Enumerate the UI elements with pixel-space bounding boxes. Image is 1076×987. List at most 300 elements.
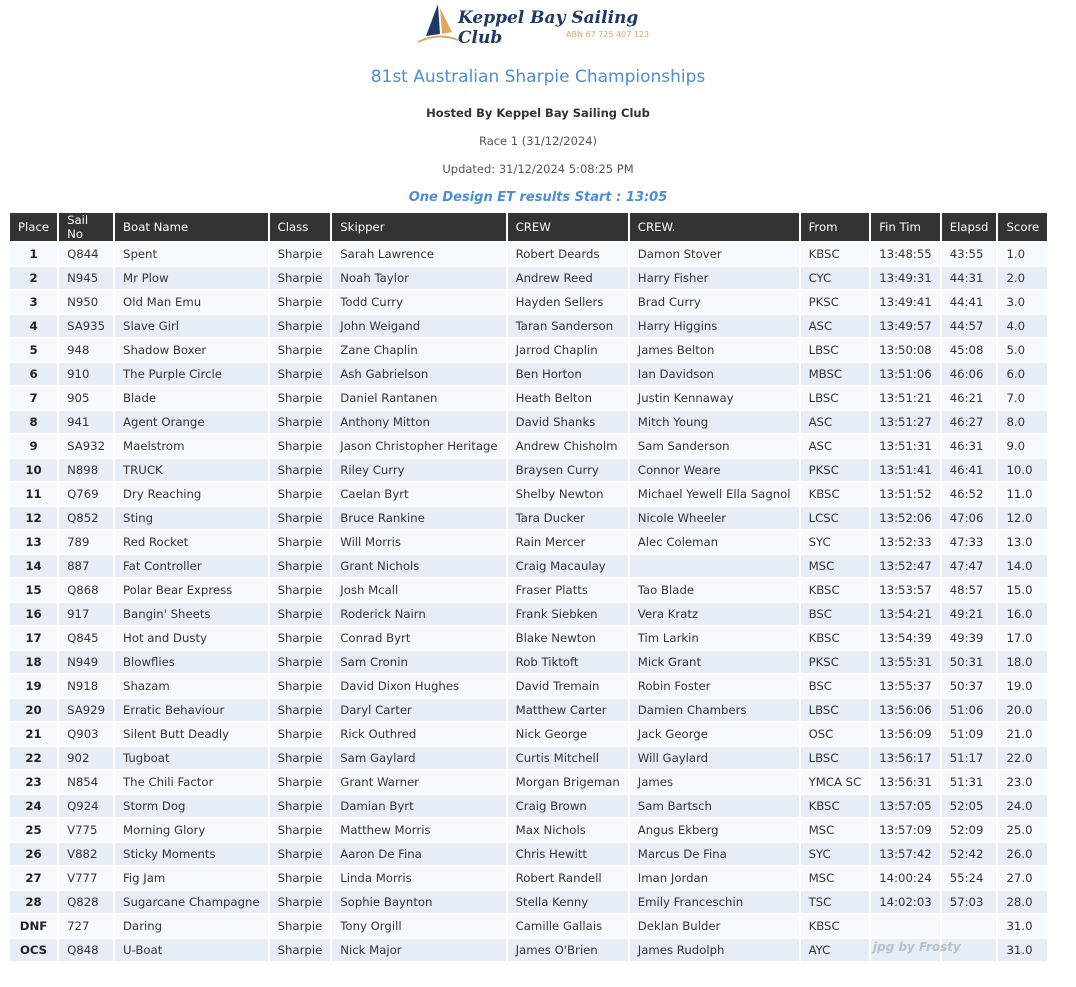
cell-fin-tim: 13:56:31 [871,771,940,793]
cell-score: 1.0 [998,243,1047,265]
cell-crew: Rain Mercer [508,531,628,553]
cell-from: OSC [801,723,870,745]
cell-from: KBSC [801,243,870,265]
column-header[interactable]: Boat Name [115,213,268,241]
cell-score: 19.0 [998,675,1047,697]
cell-class: Sharpie [270,363,331,385]
cell-skipper: Jason Christopher Heritage [332,435,505,457]
cell-from: TSC [801,891,870,913]
cell-score: 2.0 [998,267,1047,289]
cell-crew: Stella Kenny [508,891,628,913]
cell-place: 25 [10,819,57,841]
cell-sail-no: V777 [59,867,113,889]
cell-boat-name: Daring [115,915,268,937]
column-header[interactable]: Place [10,213,57,241]
cell-crew: Shelby Newton [508,483,628,505]
cell-sail-no: V882 [59,843,113,865]
cell-elapsd: 47:33 [942,531,997,553]
cell-crew: Robin Foster [630,675,799,697]
cell-crew: Marcus De Fina [630,843,799,865]
cell-crew: Hayden Sellers [508,291,628,313]
cell-class: Sharpie [270,579,331,601]
cell-skipper: John Weigand [332,315,505,337]
cell-from: ASC [801,411,870,433]
cell-boat-name: The Purple Circle [115,363,268,385]
cell-boat-name: Mr Plow [115,267,268,289]
table-row [10,555,1047,577]
cell-skipper: Daniel Rantanen [332,387,505,409]
cell-fin-tim: 13:52:06 [871,507,940,529]
cell-elapsd: 49:39 [942,627,997,649]
cell-score: 10.0 [998,459,1047,481]
cell-crew [630,555,799,577]
cell-boat-name: Erratic Behaviour [115,699,268,721]
column-header[interactable]: CREW [508,213,628,241]
cell-crew: Angus Ekberg [630,819,799,841]
cell-elapsd: 55:24 [942,867,997,889]
column-header[interactable]: Elapsd [942,213,997,241]
cell-place: 21 [10,723,57,745]
cell-place: 4 [10,315,57,337]
cell-sail-no: 887 [59,555,113,577]
cell-boat-name: Silent Butt Deadly [115,723,268,745]
cell-fin-tim: 13:55:31 [871,651,940,673]
table-row [10,723,1047,745]
cell-sail-no: V775 [59,819,113,841]
table-row [10,819,1047,841]
cell-fin-tim [871,915,940,937]
cell-place: 26 [10,843,57,865]
cell-score: 28.0 [998,891,1047,913]
cell-place: 13 [10,531,57,553]
cell-boat-name: Agent Orange [115,411,268,433]
cell-crew: Alec Coleman [630,531,799,553]
table-row [10,291,1047,313]
cell-crew: Brad Curry [630,291,799,313]
cell-boat-name: TRUCK [115,459,268,481]
cell-place: 6 [10,363,57,385]
cell-place: 3 [10,291,57,313]
cell-score: 9.0 [998,435,1047,457]
cell-from: KBSC [801,915,870,937]
hosted-by: Hosted By Keppel Bay Sailing Club [426,106,650,120]
cell-boat-name: Bangin' Sheets [115,603,268,625]
cell-crew: David Shanks [508,411,628,433]
cell-elapsd: 50:31 [942,651,997,673]
cell-sail-no: N949 [59,651,113,673]
cell-crew: Tao Blade [630,579,799,601]
cell-skipper: Nick Major [332,939,505,961]
cell-score: 11.0 [998,483,1047,505]
cell-place: OCS [10,939,57,961]
table-row [10,411,1047,433]
cell-boat-name: Maelstrom [115,435,268,457]
cell-crew: David Tremain [508,675,628,697]
cell-elapsd: 46:27 [942,411,997,433]
cell-elapsd: 44:41 [942,291,997,313]
cell-elapsd: 47:47 [942,555,997,577]
cell-class: Sharpie [270,603,331,625]
cell-crew: James Rudolph [630,939,799,961]
table-row [10,267,1047,289]
cell-from: KBSC [801,627,870,649]
cell-sail-no: Q844 [59,243,113,265]
cell-boat-name: Red Rocket [115,531,268,553]
cell-sail-no: Q848 [59,939,113,961]
cell-crew: Tara Ducker [508,507,628,529]
cell-elapsd: 51:09 [942,723,997,745]
cell-skipper: Ash Gabrielson [332,363,505,385]
cell-from: PKSC [801,651,870,673]
cell-class: Sharpie [270,315,331,337]
cell-skipper: Matthew Morris [332,819,505,841]
cell-from: KBSC [801,483,870,505]
cell-elapsd: 44:31 [942,267,997,289]
table-row [10,483,1047,505]
cell-sail-no: 905 [59,387,113,409]
cell-skipper: Roderick Nairn [332,603,505,625]
cell-elapsd: 52:42 [942,843,997,865]
cell-score: 20.0 [998,699,1047,721]
cell-class: Sharpie [270,915,331,937]
cell-skipper: Bruce Rankine [332,507,505,529]
cell-elapsd: 46:52 [942,483,997,505]
cell-crew: Harry Higgins [630,315,799,337]
cell-skipper: Will Morris [332,531,505,553]
cell-sail-no: 948 [59,339,113,361]
cell-crew: Blake Newton [508,627,628,649]
table-row [10,435,1047,457]
cell-place: 24 [10,795,57,817]
cell-skipper: Zane Chaplin [332,339,505,361]
cell-score: 12.0 [998,507,1047,529]
cell-skipper: Aaron De Fina [332,843,505,865]
cell-crew: Sam Bartsch [630,795,799,817]
club-logo [418,2,658,46]
cell-place: 10 [10,459,57,481]
cell-from: BSC [801,675,870,697]
cell-from: CYC [801,267,870,289]
cell-place: 22 [10,747,57,769]
cell-class: Sharpie [270,699,331,721]
cell-skipper: Conrad Byrt [332,627,505,649]
table-row [10,579,1047,601]
cell-crew: Frank Siebken [508,603,628,625]
cell-fin-tim: 13:51:06 [871,363,940,385]
cell-boat-name: Tugboat [115,747,268,769]
cell-score: 31.0 [998,915,1047,937]
cell-boat-name: Old Man Emu [115,291,268,313]
cell-sail-no: N950 [59,291,113,313]
cell-crew: Mick Grant [630,651,799,673]
cell-from: PKSC [801,459,870,481]
cell-boat-name: Sticky Moments [115,843,268,865]
cell-crew: Morgan Brigeman [508,771,628,793]
cell-crew: Jack George [630,723,799,745]
cell-crew: Emily Franceschin [630,891,799,913]
cell-crew: James O'Brien [508,939,628,961]
table-row [10,843,1047,865]
cell-crew: Fraser Platts [508,579,628,601]
table-row [10,627,1047,649]
cell-class: Sharpie [270,723,331,745]
cell-skipper: Grant Warner [332,771,505,793]
cell-elapsd: 47:06 [942,507,997,529]
cell-score: 3.0 [998,291,1047,313]
cell-crew: James [630,771,799,793]
cell-fin-tim: 13:53:57 [871,579,940,601]
cell-from: KBSC [801,579,870,601]
cell-sail-no: Q852 [59,507,113,529]
cell-class: Sharpie [270,291,331,313]
cell-boat-name: Blade [115,387,268,409]
cell-sail-no: 910 [59,363,113,385]
cell-place: 11 [10,483,57,505]
column-header[interactable]: Sail No [59,213,113,241]
cell-crew: Justin Kennaway [630,387,799,409]
cell-boat-name: Sugarcane Champagne [115,891,268,913]
cell-skipper: David Dixon Hughes [332,675,505,697]
cell-class: Sharpie [270,507,331,529]
cell-sail-no: Q903 [59,723,113,745]
abn: ABN 67 725 407 123 [566,30,650,39]
cell-skipper: Sam Gaylard [332,747,505,769]
cell-crew: Iman Jordan [630,867,799,889]
cell-crew: Will Gaylard [630,747,799,769]
table-row [10,747,1047,769]
cell-place: 15 [10,579,57,601]
cell-boat-name: Shadow Boxer [115,339,268,361]
cell-fin-tim: 13:56:06 [871,699,940,721]
cell-fin-tim: 13:52:47 [871,555,940,577]
cell-class: Sharpie [270,795,331,817]
cell-crew: Max Nichols [508,819,628,841]
cell-elapsd: 52:05 [942,795,997,817]
cell-score: 25.0 [998,819,1047,841]
table-row [10,867,1047,889]
cell-score: 27.0 [998,867,1047,889]
cell-class: Sharpie [270,267,331,289]
cell-sail-no: SA929 [59,699,113,721]
cell-score: 14.0 [998,555,1047,577]
cell-from: LBSC [801,747,870,769]
cell-place: 18 [10,651,57,673]
cell-class: Sharpie [270,483,331,505]
cell-crew: Harry Fisher [630,267,799,289]
cell-sail-no: N918 [59,675,113,697]
cell-fin-tim: 13:49:57 [871,315,940,337]
cell-score: 31.0 [998,939,1047,961]
cell-fin-tim: 13:54:21 [871,603,940,625]
cell-elapsd: 51:06 [942,699,997,721]
column-header[interactable]: Score [998,213,1047,241]
cell-crew: Taran Sanderson [508,315,628,337]
table-row [10,699,1047,721]
cell-boat-name: The Chili Factor [115,771,268,793]
cell-elapsd: 45:08 [942,339,997,361]
cell-from: SYC [801,843,870,865]
cell-from: MSC [801,819,870,841]
cell-skipper: Noah Taylor [332,267,505,289]
cell-score: 16.0 [998,603,1047,625]
cell-class: Sharpie [270,387,331,409]
cell-crew: Mitch Young [630,411,799,433]
table-row [10,387,1047,409]
cell-from: KBSC [801,795,870,817]
cell-score: 8.0 [998,411,1047,433]
cell-place: 2 [10,267,57,289]
cell-class: Sharpie [270,747,331,769]
cell-from: ASC [801,435,870,457]
cell-from: AYC [801,939,870,961]
cell-score: 24.0 [998,795,1047,817]
cell-elapsd: 46:41 [942,459,997,481]
cell-elapsd: 43:55 [942,243,997,265]
cell-skipper: Grant Nichols [332,555,505,577]
cell-boat-name: U-Boat [115,939,268,961]
cell-score: 21.0 [998,723,1047,745]
column-header[interactable]: CREW. [630,213,799,241]
cell-skipper: Sam Cronin [332,651,505,673]
cell-crew: Michael Yewell Ella Sagnol [630,483,799,505]
cell-score: 22.0 [998,747,1047,769]
cell-sail-no: N898 [59,459,113,481]
cell-place: 14 [10,555,57,577]
cell-from: MBSC [801,363,870,385]
cell-crew: James Belton [630,339,799,361]
cell-crew: Tim Larkin [630,627,799,649]
table-row [10,603,1047,625]
cell-elapsd: 50:37 [942,675,997,697]
cell-fin-tim: 13:52:33 [871,531,940,553]
cell-score: 23.0 [998,771,1047,793]
cell-skipper: Daryl Carter [332,699,505,721]
cell-boat-name: Fig Jam [115,867,268,889]
cell-place: 23 [10,771,57,793]
cell-place: 19 [10,675,57,697]
table-row [10,795,1047,817]
table-row [10,507,1047,529]
table-header [10,213,1047,241]
cell-sail-no: SA935 [59,315,113,337]
cell-skipper: Sophie Baynton [332,891,505,913]
cell-class: Sharpie [270,819,331,841]
cell-class: Sharpie [270,459,331,481]
cell-skipper: Caelan Byrt [332,483,505,505]
cell-elapsd: 44:57 [942,315,997,337]
cell-crew: Ben Horton [508,363,628,385]
cell-from: LBSC [801,699,870,721]
cell-fin-tim: 13:57:05 [871,795,940,817]
cell-from: MSC [801,555,870,577]
cell-class: Sharpie [270,771,331,793]
page-title: 81st Australian Sharpie Championships [370,67,706,87]
column-header[interactable]: From [801,213,870,241]
cell-score: 18.0 [998,651,1047,673]
cell-fin-tim: 13:51:41 [871,459,940,481]
cell-boat-name: Fat Controller [115,555,268,577]
cell-from: MSC [801,867,870,889]
cell-crew: Curtis Mitchell [508,747,628,769]
cell-fin-tim: 13:56:17 [871,747,940,769]
cell-from: ASC [801,315,870,337]
cell-crew: Sam Sanderson [630,435,799,457]
cell-fin-tim: 13:51:31 [871,435,940,457]
cell-sail-no: 789 [59,531,113,553]
cell-place: 9 [10,435,57,457]
cell-score: 7.0 [998,387,1047,409]
cell-elapsd: 46:21 [942,387,997,409]
cell-fin-tim: 13:51:52 [871,483,940,505]
column-header[interactable]: Class [270,213,331,241]
cell-skipper: Damian Byrt [332,795,505,817]
cell-boat-name: Sting [115,507,268,529]
cell-class: Sharpie [270,555,331,577]
cell-sail-no: N854 [59,771,113,793]
cell-elapsd: 46:06 [942,363,997,385]
cell-crew: Braysen Curry [508,459,628,481]
cell-fin-tim: 13:54:39 [871,627,940,649]
cell-fin-tim: 13:50:08 [871,339,940,361]
cell-boat-name: Blowflies [115,651,268,673]
cell-score: 13.0 [998,531,1047,553]
cell-fin-tim: 13:51:27 [871,411,940,433]
cell-sail-no: SA932 [59,435,113,457]
table-row [10,891,1047,913]
cell-elapsd: 57:03 [942,891,997,913]
cell-crew: Rob Tiktoft [508,651,628,673]
cell-skipper: Sarah Lawrence [332,243,505,265]
table-row [10,459,1047,481]
logo-text: Keppel Bay Sailing Club [458,8,639,48]
cell-from: LCSC [801,507,870,529]
cell-place: 7 [10,387,57,409]
cell-fin-tim: 14:00:24 [871,867,940,889]
cell-fin-tim: 13:49:31 [871,267,940,289]
column-header[interactable]: Skipper [332,213,505,241]
cell-place: DNF [10,915,57,937]
cell-class: Sharpie [270,411,331,433]
watermark: jpg by Frosty [873,940,961,954]
cell-sail-no: Q924 [59,795,113,817]
cell-sail-no: N945 [59,267,113,289]
cell-place: 28 [10,891,57,913]
cell-place: 12 [10,507,57,529]
cell-class: Sharpie [270,627,331,649]
cell-class: Sharpie [270,339,331,361]
cell-crew: Craig Brown [508,795,628,817]
cell-elapsd: 48:57 [942,579,997,601]
cell-sail-no: 917 [59,603,113,625]
cell-class: Sharpie [270,651,331,673]
table-row [10,339,1047,361]
table-row [10,771,1047,793]
cell-crew: Nick George [508,723,628,745]
cell-class: Sharpie [270,891,331,913]
cell-class: Sharpie [270,675,331,697]
cell-class: Sharpie [270,939,331,961]
cell-skipper: Rick Outhred [332,723,505,745]
column-header[interactable]: Fin Tim [871,213,940,241]
cell-boat-name: Polar Bear Express [115,579,268,601]
table-row [10,315,1047,337]
cell-score: 4.0 [998,315,1047,337]
cell-skipper: Tony Orgill [332,915,505,937]
cell-fin-tim: 13:48:55 [871,243,940,265]
cell-skipper: Josh Mcall [332,579,505,601]
cell-from: BSC [801,603,870,625]
table-row [10,915,1047,937]
